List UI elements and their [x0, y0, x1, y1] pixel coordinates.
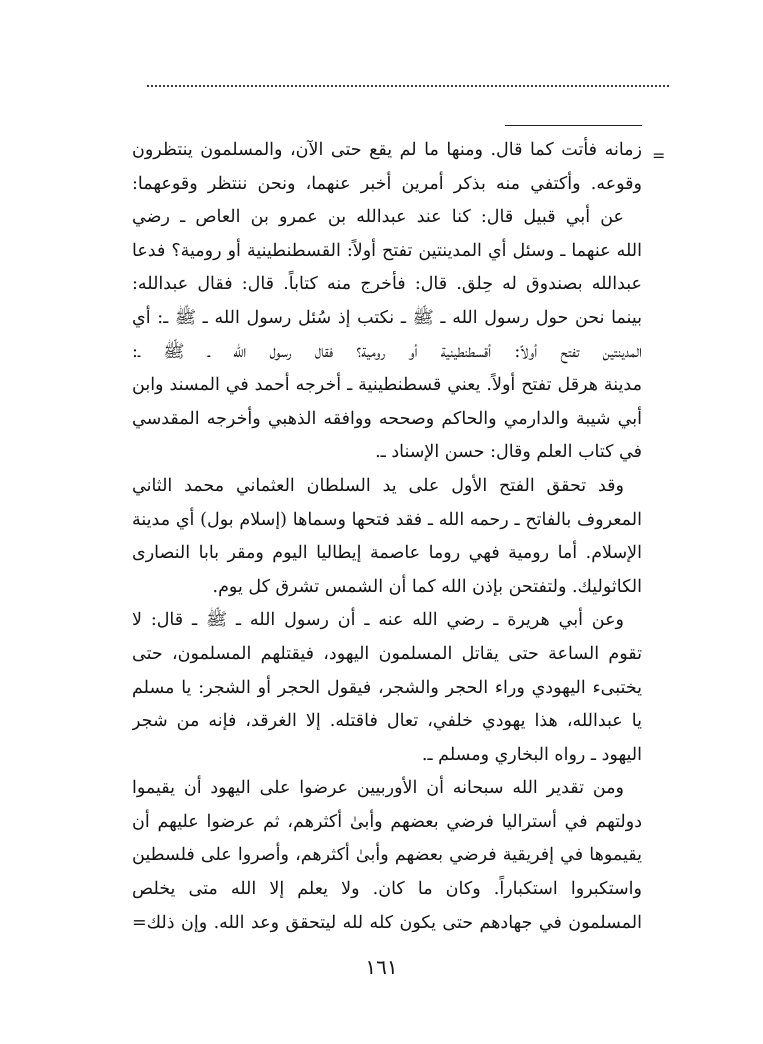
text-line: دولتهم في أستراليا فرضي بعضهم وأبىٰ أكثرهم، ثم عرضوا عليهم أن	[132, 811, 642, 832]
text-line: ومن تقدير الله سبحانه أن الأوربيين عرضوا على اليهود أن يقيموا	[132, 778, 624, 799]
text-line: يقيموها في إفريقية فرضي بعضهم وأبىٰ أكثرهم، وأصروا على فلسطين	[132, 845, 642, 866]
text-line: المسلمون في جهادهم حتى يكون كله لله ليتحقق وعد الله. وإن ذلك=	[132, 912, 642, 933]
text-line: يختبىء اليهودي وراء الحجر والشجر، فيقول الحجر أو الشجر: يا مسلم	[132, 677, 642, 698]
text-line: الله عنهما ـ وسئل أي المدينتين تفتح أولاً: القسطنطينية أو رومية؟ فدعا	[132, 240, 642, 261]
text-line: عن أبي قبيل قال: كنا عند عبدالله بن عمرو بن العاص ـ رضي	[132, 207, 624, 228]
text-line: في كتاب العلم وقال: حسن الإسناد ـ.	[375, 442, 642, 463]
text-line: مدينة هرقل تفتح أولاً. يعني قسطنطينية ـ أخرجه أحمد في المسند وابن	[132, 375, 642, 396]
text-line: أبي شيبة والدارمي والحاكم وصححه ووافقه الذهبي وأخرجه المقدسي	[132, 408, 642, 429]
text-line: وعن أبي هريرة ـ رضي الله عنه ـ أن رسول الله ـ ﷺ ـ قال: لا	[132, 610, 624, 631]
text-line: بينما نحن حول رسول الله ـ ﷺ ـ نكتب إذ سُئل رسول الله ـ ﷺ ـ: أي	[132, 307, 642, 328]
text-line: وقوعه. وأكتفي منه بذكر أمرين أخبر عنهما، ونحن ننتظر وقوعهما:	[132, 173, 642, 194]
text-line: واستكبروا استكباراً. وكان ما كان. ولا يعلم إلا الله متى يخلص	[132, 879, 642, 900]
text-line: وقد تحقق الفتح الأول على يد السلطان العثماني محمد الثاني	[132, 475, 624, 496]
text-line: الكاثوليك. ولتفتحن بإذن الله كما أن الشمس تشرق كل يوم.	[212, 576, 642, 597]
text-line: الإسلام. أما رومية فهي روما عاصمة إيطاليا اليوم ومقر بابا النصارى	[132, 543, 642, 564]
text-line: تقوم الساعة حتى يقاتل المسلمون اليهود، فيقتلهم المسلمون، حتى	[132, 643, 642, 664]
text-line: المعروف بالفاتح ـ رحمه الله ـ فقد فتحها وسماها (إسلام بول) أي مدينة	[132, 509, 642, 530]
header-dotted-rule	[147, 85, 669, 87]
page-number: ١٦١	[365, 955, 398, 979]
text-line: زمانه فأتت كما قال. ومنها ما لم يقع حتى الآن، والمسلمون ينتظرون	[132, 140, 642, 160]
body-text	[132, 134, 642, 940]
text-line: المدينتين تفتح أولاً: أقسطنطينية أو رومية؟ فقال رسول الله ـ ﷺ ـ:	[132, 341, 642, 362]
text-line: اليهود ـ رواه البخاري ومسلم ـ.	[421, 744, 642, 765]
footnote-separator-rule	[505, 125, 642, 126]
text-line: يا عبدالله، هذا يهودي خلفي، تعال فاقتله. إلا الغرقد، فإنه من شجر	[132, 711, 642, 732]
text-line: عبدالله بصندوق له حِلق. قال: فأخرج منه كتاباً. قال: فقال عبدالله:	[132, 274, 642, 295]
continuation-marker: =	[652, 146, 666, 165]
